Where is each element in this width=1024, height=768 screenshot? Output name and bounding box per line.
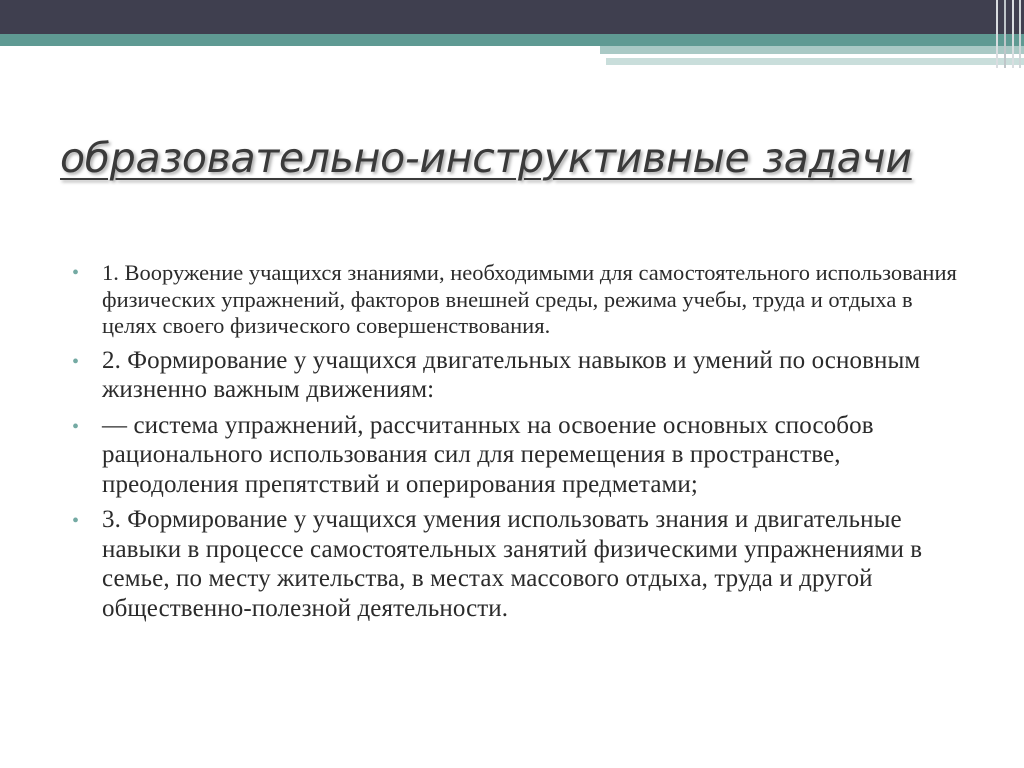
header-dark-band (0, 0, 1024, 34)
bullet-item (70, 346, 970, 405)
bullet-item (70, 411, 970, 500)
bullet-item (70, 505, 970, 623)
decorative-vertical-bar (1004, 0, 1006, 68)
bullet-dot-icon: • (72, 350, 80, 373)
bullet-text: 1. Вооружение учащихся знаниями, необходимыми для самостоятельного использования физических упражнений, факторов внешней среды, режима учебы, труда и отдыха в целях своего физического совершенствования. (102, 260, 957, 338)
bullet-text: 2. Формирование у учащихся двигательных навыков и умений по основным жизненно важным движениям: (102, 346, 921, 403)
slide-title-text: образовательно-инструктивные задачи (60, 134, 912, 182)
bullet-dot-icon: • (72, 262, 80, 284)
decorative-vertical-bar (996, 0, 998, 68)
decorative-vertical-bar (1012, 0, 1014, 68)
header-accent-strip (600, 46, 1024, 54)
decorative-vertical-bar (1019, 0, 1021, 68)
slide-title (60, 132, 960, 184)
header-accent-strip-light (606, 58, 1024, 65)
bullet-item (70, 260, 970, 340)
bullet-list (70, 260, 970, 629)
header-highlight-line (825, 55, 950, 57)
header-teal-band (0, 34, 1024, 46)
bullet-dot-icon: • (72, 510, 80, 532)
bullet-text: — система упражнений, рассчитанных на освоение основных способов рационального использования сил для перемещения в пространстве, преодоления препятствий и оперирования предметами; (102, 411, 874, 498)
bullet-dot-icon: • (72, 415, 80, 438)
bullet-text: 3. Формирование у учащихся умения использовать знания и двигательные навыки в процессе самостоятельных занятий физическими упражнениями в семье, по месту жительства, в местах массового отдыха, труда и другой общественно-полезной деятельности. (102, 506, 923, 622)
